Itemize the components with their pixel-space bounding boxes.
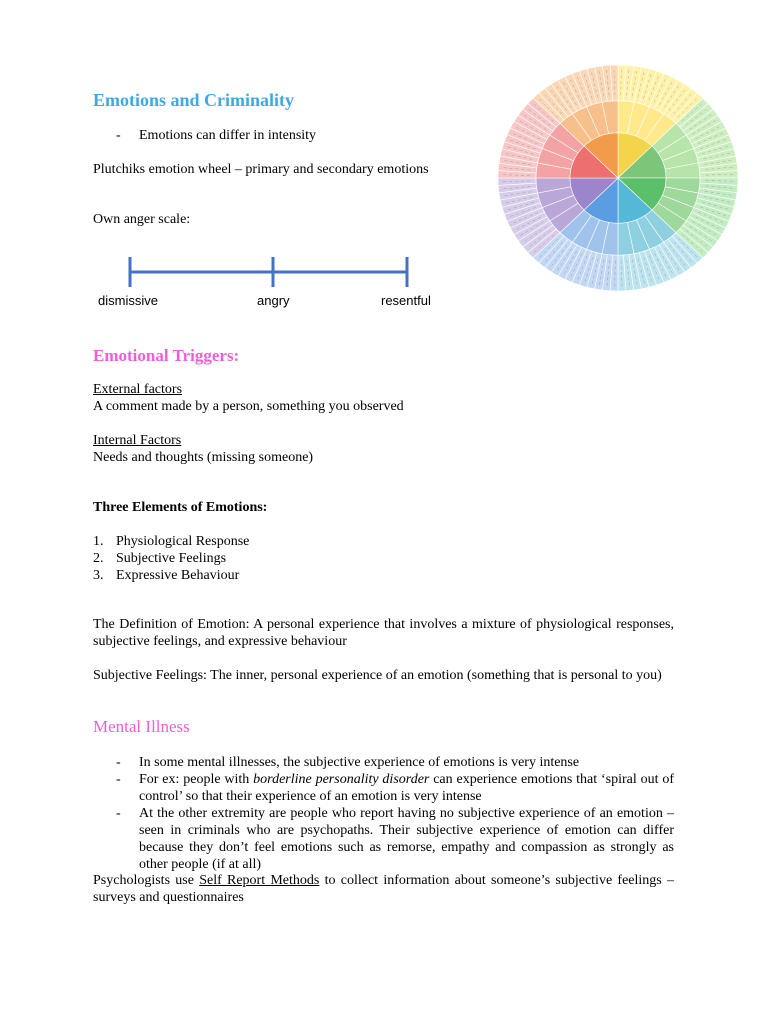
emotion-wheel-image: [496, 63, 740, 293]
definition-paragraph: The Definition of Emotion: A personal experience that involves a mixture of physiological responses, subjective feelings, and expressive behaviour: [93, 617, 674, 649]
closing-paragraph: [93, 872, 674, 906]
external-text: A comment made by a person, something you observed: [93, 399, 404, 414]
scale-label-angry: angry: [257, 293, 290, 308]
elements-num-1: 1.: [93, 534, 104, 549]
plutchik-line: Plutchiks emotion wheel – primary and secondary emotions: [93, 162, 429, 177]
page-title: Emotions and Criminality: [93, 90, 295, 110]
mental-bullet-2-post: can experience emotions that ‘spiral out of control’ so that their experience of an emotion is very intense: [139, 772, 674, 804]
anger-scale-line: [120, 252, 420, 292]
internal-text: Needs and thoughts (missing someone): [93, 450, 314, 465]
mental-bullet-2-pre: For ex: people with: [139, 772, 254, 787]
mental-illness-heading: Mental Illness: [93, 717, 190, 736]
mental-bullet-3: At the other extremity are people who report having no subjective experience of an emotion – seen in criminals who are psychopaths. Their subjective experience of emotion can differ because they don’t feel emotions such as remorse, empathy and compassion as strongly as other people (if at all): [139, 806, 674, 872]
elements-item-2: Subjective Feelings: [116, 551, 227, 566]
scale-label-resentful: resentful: [381, 293, 431, 308]
mental-bullet-1: In some mental illnesses, the subjective experience of emotions is very intense: [139, 755, 580, 770]
scale-label-dismissive: dismissive: [98, 293, 158, 308]
mental-bullet-2: [139, 771, 674, 805]
internal-heading: Internal Factors: [93, 433, 182, 448]
bullet-dash: -: [116, 772, 121, 787]
elements-num-2: 2.: [93, 551, 104, 566]
intensity-bullet: Emotions can differ in intensity: [139, 128, 317, 143]
bpd-term: borderline personality disorder: [253, 772, 430, 787]
elements-item-3: Expressive Behaviour: [116, 568, 240, 583]
elements-heading: Three Elements of Emotions:: [93, 500, 268, 515]
closing-pre: Psychologists use: [93, 873, 200, 888]
self-report-methods: Self Report Methods: [199, 873, 320, 888]
bullet-dash: -: [116, 128, 121, 143]
anger-scale-label: Own anger scale:: [93, 212, 191, 227]
bullet-dash: -: [116, 806, 121, 821]
external-heading: External factors: [93, 382, 183, 397]
elements-item-1: Physiological Response: [116, 534, 250, 549]
subjective-feelings-paragraph: Subjective Feelings: The inner, personal experience of an emotion (something that is personal to you): [93, 668, 662, 683]
triggers-heading: Emotional Triggers:: [93, 346, 240, 365]
bullet-dash: -: [116, 755, 121, 770]
elements-num-3: 3.: [93, 568, 104, 583]
closing-post: to collect information about someone’s subjective feelings – surveys and questionnaires: [93, 873, 674, 905]
